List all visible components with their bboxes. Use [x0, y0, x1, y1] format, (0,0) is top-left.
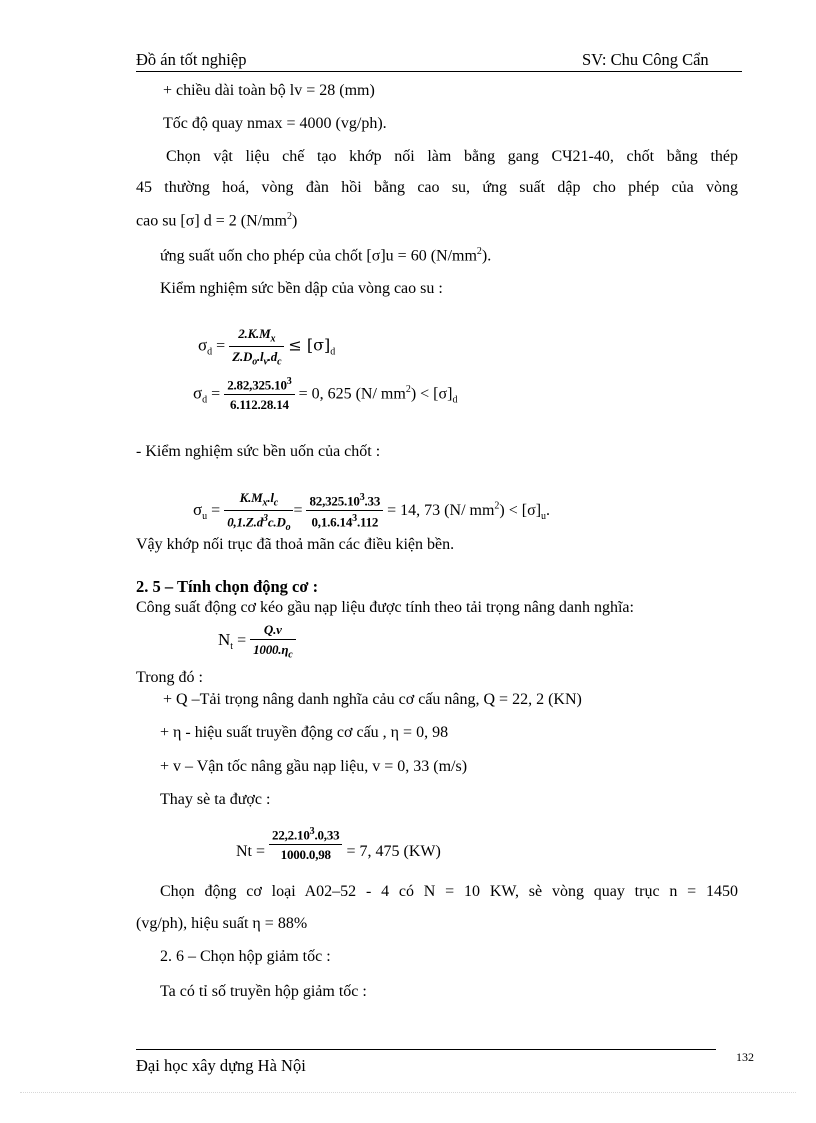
text-line: 2. 6 – Chọn hộp giảm tốc : [160, 948, 331, 965]
text-line: - Kiểm nghiệm sức bền uốn của chốt : [136, 443, 381, 460]
text-line: + v – Vận tốc nâng gầu nạp liệu, v = 0, 33 (m/s) [160, 758, 468, 775]
text-span: Chọn vật liệu chế tạo khớp nối làm bằng gang CЧ21-40, chốt bằng thép [166, 148, 738, 165]
fraction [229, 326, 284, 367]
text-line: Trong đó : [136, 669, 203, 686]
result-text: = 14, 73 (N/ mm [387, 501, 495, 519]
text-span: 82,325.10 [309, 493, 360, 509]
text-span: ) < [σ] [410, 385, 453, 403]
text-span: 2.K.M [238, 326, 271, 341]
inequality-rhs: ≤ [σ] [288, 335, 331, 355]
nt-label: Nt = [236, 843, 266, 861]
equals-sign: = [211, 501, 221, 519]
denominator: 1000.0,98 [280, 847, 331, 863]
superscript: 2 [405, 384, 411, 396]
denominator: 6.112.28.14 [229, 397, 289, 413]
section-heading: 2. 5 – Tính chọn động cơ : [136, 577, 319, 596]
text-line [136, 148, 738, 166]
superscript: 3 [286, 376, 292, 387]
subscript: d [202, 394, 208, 406]
subscript: o [252, 356, 257, 368]
result-text: = 0, 625 (N/ mm [298, 385, 406, 403]
text-span: .0,33 [314, 827, 340, 843]
text-line [136, 211, 297, 230]
text-span: c [267, 513, 274, 529]
footer-left: Đại học xây dựng Hà Nội [136, 1056, 306, 1075]
formula-nt-value [236, 826, 441, 863]
subscript: c [273, 497, 279, 509]
superscript: 3 [352, 513, 357, 525]
formula-sigma-d-value [193, 376, 457, 413]
fraction [224, 490, 293, 533]
subscript: v [263, 356, 268, 368]
text-line: 45 thường hoá, vòng đàn hồi bằng cao su, ứng suất dập cho phép của vòng [136, 179, 738, 196]
text-span: 2.82,325.10 [227, 377, 287, 393]
footer-divider [136, 1049, 716, 1050]
text-line [136, 883, 738, 901]
header-right: SV: Chu Công Cẩn [582, 50, 709, 69]
text-span: Chọn động cơ loại A02–52 - 4 có N = 10 KW, sè vòng quay trục n = 1450 [160, 883, 738, 900]
text-span: ) [291, 212, 298, 230]
fraction [306, 492, 383, 531]
text-line: Kiểm nghiệm sức bền dập của vòng cao su : [160, 280, 443, 297]
sigma-symbol: σ [198, 335, 208, 355]
superscript: 3 [309, 826, 315, 837]
numerator [229, 326, 284, 347]
formula-sigma-d-general [198, 326, 335, 367]
sigma-symbol: σ [193, 383, 203, 403]
denominator [229, 347, 284, 368]
subscript: t [230, 641, 234, 653]
denominator [250, 640, 295, 661]
numerator [306, 492, 383, 511]
superscript: 3 [359, 491, 365, 503]
text-span: .33 [364, 493, 381, 509]
fraction [250, 622, 295, 661]
text-span: Z.D [232, 348, 253, 364]
superscript: 2 [476, 246, 482, 257]
text-line: Ta có tỉ số truyền hộp giảm tốc : [160, 983, 367, 1000]
text-span: ). [481, 247, 492, 265]
numerator: Q.v [250, 622, 295, 640]
subscript: x [262, 497, 268, 509]
denominator [224, 511, 293, 533]
text-line: + chiều dài toàn bộ lv = 28 (mm) [163, 82, 375, 99]
result-text: = 7, 475 (KW) [346, 843, 441, 861]
text-line: Vậy khớp nối trục đã thoả mãn các điều kiện bền. [136, 536, 455, 553]
subscript: d [452, 394, 458, 406]
text-span: 0,1.Z.d [227, 513, 263, 529]
nt-symbol: N [218, 629, 231, 649]
text-span: ) < [σ] [499, 501, 542, 519]
text-span: cao su [σ] d = 2 (N/mm [136, 212, 287, 230]
equals-sign: = [293, 501, 303, 519]
text-line: Thay sè ta được : [160, 791, 271, 808]
text-line: Tốc độ quay nmax = 4000 (vg/ph). [163, 115, 387, 132]
header-divider [136, 71, 742, 72]
superscript: 3 [263, 512, 268, 524]
text-span: .l [267, 490, 274, 505]
equals-sign: = [237, 631, 247, 649]
text-span: K.M [239, 490, 263, 505]
subscript: c [277, 356, 282, 368]
page-edge-divider [20, 1092, 796, 1093]
text-span: ứng suất uốn cho phép của chốt [σ]u = 60 (N/mm [160, 247, 477, 265]
numerator [224, 490, 293, 511]
subscript: u [541, 511, 547, 523]
subscript: c [288, 649, 293, 661]
formula-nt-general [218, 622, 296, 661]
denominator [306, 511, 383, 530]
text-line [160, 246, 491, 265]
text-span: .112 [356, 514, 379, 530]
text-line: + η - hiệu suất truyền động cơ cấu , η = 0, 98 [160, 724, 449, 741]
page-number: 132 [736, 1050, 754, 1064]
equals-sign: = [216, 337, 226, 355]
numerator [224, 376, 294, 395]
superscript: 2 [286, 211, 292, 222]
sigma-symbol: σ [193, 499, 203, 519]
text-line: + Q –Tải trọng nâng danh nghĩa cảu cơ cấu nâng, Q = 22, 2 (KN) [163, 691, 582, 708]
subscript: d [207, 346, 213, 358]
superscript: 2 [494, 500, 500, 512]
text-span: 1000.η [253, 642, 289, 657]
text-span: . [546, 501, 551, 519]
subscript: d [330, 346, 336, 358]
header-left: Đồ án tốt nghiệp [136, 50, 247, 69]
text-span: 0,1.6.14 [311, 514, 353, 530]
text-line: Công suất động cơ kéo gầu nạp liệu được tính theo tải trọng nâng danh nghĩa: [136, 599, 634, 616]
equals-sign: = [211, 385, 221, 403]
subscript: o [285, 521, 291, 533]
text-span: .D [273, 513, 286, 529]
text-line: (vg/ph), hiệu suất η = 88% [136, 915, 308, 932]
fraction [269, 826, 342, 863]
text-span: .d [267, 348, 278, 364]
subscript: u [202, 511, 208, 523]
fraction [224, 376, 294, 413]
text-span: .l [257, 348, 264, 364]
numerator [269, 826, 342, 845]
formula-sigma-u [193, 490, 550, 533]
subscript: x [270, 333, 276, 345]
text-span: 22,2.10 [272, 827, 310, 843]
